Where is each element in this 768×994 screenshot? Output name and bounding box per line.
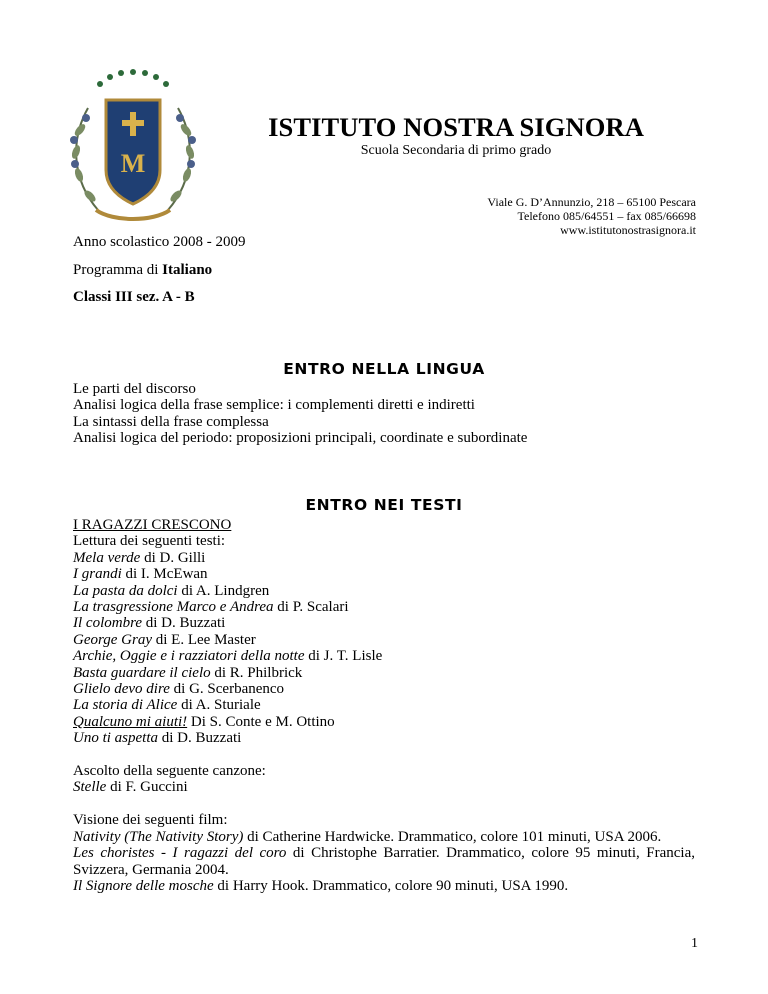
school-address: Viale G. D’Annunzio, 218 – 65100 Pescara <box>487 195 696 209</box>
program-subject: Italiano <box>162 262 213 278</box>
list-item: Basta guardare il cielo di R. Philbrick <box>73 664 303 681</box>
list-item: La sintassi della frase complessa <box>73 413 269 430</box>
list-item: Analisi logica del periodo: proposizioni principali, coordinate e subordinate <box>73 430 528 447</box>
list-item: Mela verde di D. Gilli <box>73 549 206 566</box>
page-number: 1 <box>691 936 698 951</box>
list-item: George Gray di E. Lee Master <box>73 631 256 648</box>
reading-intro: Lettura dei seguenti testi: <box>73 533 226 550</box>
list-item: Uno ti aspetta di D. Buzzati <box>73 730 242 747</box>
list-item: Le parti del discorso <box>73 381 196 397</box>
list-item: Nativity (The Nativity Story) di Catherine Hardwicke. Drammatico, colore 101 minuti, USA 2006. <box>73 828 662 845</box>
list-item: I grandi di I. McEwan <box>73 566 208 583</box>
list-item: La storia di Alice di A. Sturiale <box>73 697 261 714</box>
list-item: Les choristes - I ragazzi del coro di Christophe Barratier. Drammatico, colore 95 minuti, Francia, Svizzera, Germania 2004. <box>73 845 695 878</box>
list-item: Il Signore delle mosche di Harry Hook. Drammatico, colore 90 minuti, USA 1990. <box>73 877 569 894</box>
svg-text:M: M <box>120 149 146 178</box>
list-item: La pasta da dolci di A. Lindgren <box>73 582 270 599</box>
list-item: Il colombre di D. Buzzati <box>73 615 226 632</box>
list-item: Analisi logica della frase semplice: i complementi diretti e indiretti <box>73 397 475 414</box>
school-year: Anno scolastico 2008 - 2009 <box>73 234 246 250</box>
list-item: Glielo devo dire di G. Scerbanenco <box>73 681 285 698</box>
list-item: Qualcuno mi aiuti! Di S. Conte e M. Ottino <box>73 713 335 730</box>
school-phone: Telefono 085/64551 – fax 085/66698 <box>517 209 696 223</box>
school-subtitle: Scuola Secondaria di primo grado <box>360 143 552 158</box>
list-item: La trasgressione Marco e Andrea di P. Scalari <box>73 599 349 616</box>
lingua-list <box>73 381 695 447</box>
testi-block <box>73 517 695 894</box>
section-title-testi: ENTRO NEI TESTI <box>305 496 463 514</box>
list-item: Archie, Oggie e i razziatori della notte di J. T. Lisle <box>73 648 383 665</box>
films-intro: Visione dei seguenti film: <box>73 812 228 829</box>
subheading: I RAGAZZI CRESCONO <box>73 517 232 533</box>
section-title-lingua: ENTRO NELLA LINGUA <box>283 360 485 378</box>
list-item: Stelle di F. Guccini <box>73 779 188 796</box>
school-title: ISTITUTO NOSTRA SIGNORA <box>268 112 644 142</box>
school-website: www.istitutonostrasignora.it <box>560 223 696 237</box>
program-line: Programma di Italiano <box>73 262 213 278</box>
song-intro: Ascolto della seguente canzone: <box>73 763 266 780</box>
classes-line: Classi III sez. A - B <box>73 289 195 305</box>
school-crest-logo <box>58 60 208 238</box>
